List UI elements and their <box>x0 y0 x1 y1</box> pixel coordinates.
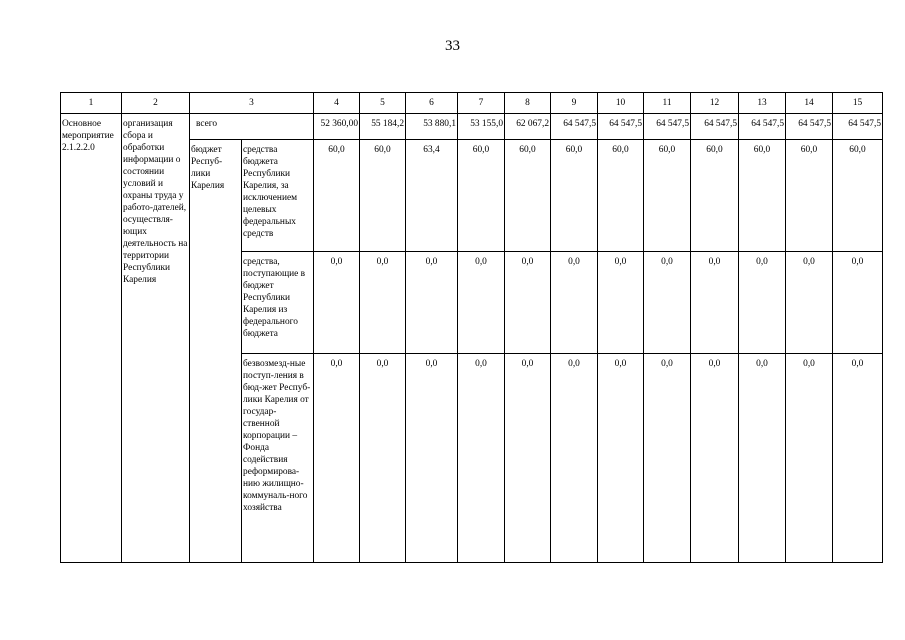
activity-name: Основное мероприятие 2.1.2.2.0 <box>61 114 122 563</box>
funding-value: 0,0 <box>691 252 739 354</box>
total-row <box>61 114 883 140</box>
header-cell: 11 <box>644 93 691 114</box>
header-cell: 9 <box>551 93 598 114</box>
funding-source-label: безвозмезд-ные поступ-ления в бюд-жет Респуб-лики Карелия от государ-ственной корпорации – Фонда содействия реформирова-нию жилищно-коммуналь-ного хозяйства <box>242 354 314 563</box>
total-value: 64 547,5 <box>551 114 598 140</box>
page-number: 33 <box>445 38 460 54</box>
funding-value: 0,0 <box>406 252 458 354</box>
total-value: 55 184,2 <box>360 114 406 140</box>
total-value: 64 547,5 <box>644 114 691 140</box>
budget-label: бюджет Респуб-лики Карелия <box>190 140 242 563</box>
header-cell: 2 <box>122 93 190 114</box>
total-value: 64 547,5 <box>691 114 739 140</box>
funding-value: 60,0 <box>739 140 786 252</box>
total-value: 53 880,1 <box>406 114 458 140</box>
total-value: 64 547,5 <box>786 114 833 140</box>
funding-value: 0,0 <box>360 252 406 354</box>
funding-value: 60,0 <box>360 140 406 252</box>
header-cell: 7 <box>458 93 505 114</box>
funding-value: 63,4 <box>406 140 458 252</box>
header-cell: 14 <box>786 93 833 114</box>
funding-value: 0,0 <box>314 354 360 563</box>
header-cell: 15 <box>833 93 883 114</box>
funding-value: 0,0 <box>598 252 644 354</box>
funding-value: 60,0 <box>786 140 833 252</box>
funding-value: 0,0 <box>505 354 551 563</box>
funding-value: 60,0 <box>833 140 883 252</box>
funding-value: 0,0 <box>833 354 883 563</box>
header-cell: 1 <box>61 93 122 114</box>
funding-value: 60,0 <box>505 140 551 252</box>
funding-value: 0,0 <box>406 354 458 563</box>
funding-value: 0,0 <box>551 354 598 563</box>
header-row <box>61 93 883 114</box>
funding-value: 60,0 <box>458 140 505 252</box>
funding-value: 0,0 <box>644 252 691 354</box>
total-label: всего <box>190 114 314 140</box>
total-value: 64 547,5 <box>739 114 786 140</box>
activity-description: организация сбора и обработки информации о состоянии условий и охраны труда у работо-дателей, осуществля-ющих деятельность на территории Республики Карелия <box>122 114 190 563</box>
funding-value: 0,0 <box>505 252 551 354</box>
funding-value: 0,0 <box>786 252 833 354</box>
funding-value: 60,0 <box>691 140 739 252</box>
header-cell: 10 <box>598 93 644 114</box>
header-cell: 12 <box>691 93 739 114</box>
total-value: 52 360,00 <box>314 114 360 140</box>
budget-table <box>60 92 883 563</box>
funding-source-label: средства бюджета Республики Карелия, за исключением целевых федеральных средств <box>242 140 314 252</box>
total-value: 64 547,5 <box>598 114 644 140</box>
total-value: 64 547,5 <box>833 114 883 140</box>
funding-value: 60,0 <box>598 140 644 252</box>
total-value: 62 067,2 <box>505 114 551 140</box>
funding-value: 0,0 <box>691 354 739 563</box>
total-value: 53 155,0 <box>458 114 505 140</box>
header-cell: 5 <box>360 93 406 114</box>
header-cell: 13 <box>739 93 786 114</box>
funding-value: 0,0 <box>458 354 505 563</box>
header-cell: 4 <box>314 93 360 114</box>
funding-value: 0,0 <box>598 354 644 563</box>
funding-value: 0,0 <box>739 252 786 354</box>
funding-value: 0,0 <box>458 252 505 354</box>
funding-value: 0,0 <box>551 252 598 354</box>
funding-value: 0,0 <box>786 354 833 563</box>
header-cell: 8 <box>505 93 551 114</box>
funding-value: 60,0 <box>644 140 691 252</box>
header-cell: 3 <box>190 93 314 114</box>
funding-value: 0,0 <box>360 354 406 563</box>
header-cell: 6 <box>406 93 458 114</box>
funding-value: 60,0 <box>551 140 598 252</box>
funding-value: 0,0 <box>314 252 360 354</box>
funding-value: 60,0 <box>314 140 360 252</box>
funding-source-label: средства, поступающие в бюджет Республики Карелия из федерального бюджета <box>242 252 314 354</box>
funding-value: 0,0 <box>833 252 883 354</box>
funding-value: 0,0 <box>644 354 691 563</box>
funding-value: 0,0 <box>739 354 786 563</box>
